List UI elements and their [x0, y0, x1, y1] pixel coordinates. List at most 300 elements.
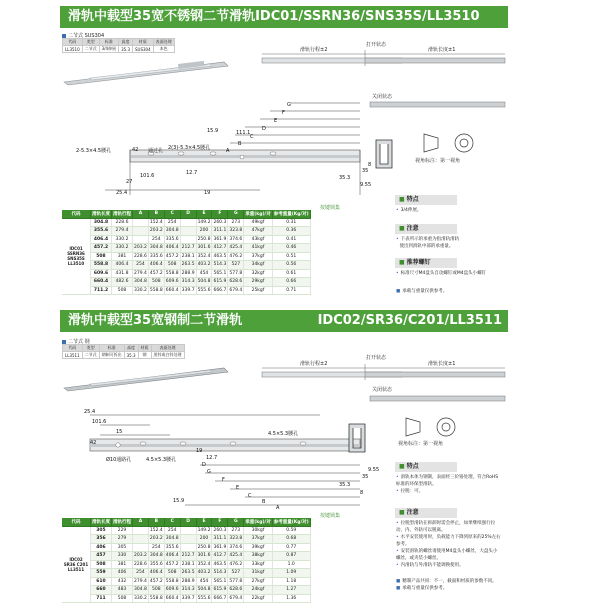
- spec-cell: 35.3: [124, 352, 138, 359]
- load-cell: 25kgf: [244, 286, 272, 295]
- table-cell: 228.6: [134, 253, 147, 259]
- table-cell: 238.1: [181, 253, 195, 259]
- section1-data-table: [62, 210, 311, 295]
- table-cell: 301.6: [197, 553, 211, 559]
- table-cell: 250.8: [197, 236, 211, 242]
- section1-product-photo: [60, 58, 230, 86]
- dim-label: 9.55: [368, 467, 380, 473]
- cone-icon: [406, 418, 420, 436]
- dim-label: 15.9: [173, 498, 185, 504]
- table-header: 滑轨行程: [113, 519, 131, 525]
- table-row: [62, 235, 310, 244]
- table-cell: 301.6: [197, 245, 211, 251]
- table-header: D: [180, 518, 196, 526]
- table-cell: 314.3: [181, 587, 195, 593]
- table-cell: 508: [148, 586, 164, 595]
- list-item: ■ 精制产品共同：不一，截面和材质的参数不同。: [396, 579, 497, 584]
- table-header: A: [133, 518, 149, 526]
- view-angle-label: 视角标注：第一视角: [415, 158, 461, 164]
- dim-label: 8: [360, 490, 364, 496]
- dim-label: A: [226, 148, 230, 154]
- slot-hole: [230, 442, 236, 445]
- cross-section-shape: [349, 424, 365, 452]
- table-row: [62, 569, 310, 578]
- table-cell: 339.7: [181, 287, 195, 293]
- table-header: 滑轨行程: [113, 211, 131, 217]
- table-header: F: [212, 210, 228, 218]
- table-cell: 279: [112, 535, 133, 544]
- slot-hole: [270, 152, 276, 155]
- slot-hole: [178, 152, 184, 155]
- table-cell: 527: [228, 261, 244, 270]
- slot-hole: [210, 152, 216, 155]
- table-cell: [133, 235, 149, 244]
- open-state-label: 打开状态: [366, 42, 387, 48]
- dim-label: 4.5×5.3腰孔: [268, 431, 299, 437]
- table-cell: 0.41: [272, 235, 310, 244]
- table-cell: 1.0: [272, 560, 310, 569]
- table-cell: 457.2: [149, 270, 163, 276]
- table-cell: 288.9: [181, 578, 195, 584]
- dim-label: 8: [368, 162, 372, 168]
- table-cell: 558.8: [165, 578, 179, 584]
- table-cell: 304.8: [134, 279, 147, 285]
- table-cell: 238.1: [181, 561, 195, 567]
- spec-cell: SUS304: [132, 46, 153, 53]
- table-cell: [180, 227, 196, 236]
- section2-state-diagram: [260, 358, 510, 408]
- section1-screws-heading: ■ 推荐螺钉: [395, 258, 457, 268]
- table-cell: 330.2: [134, 595, 147, 601]
- rail-photo-shape: [64, 368, 228, 391]
- table-cell: [180, 526, 196, 535]
- table-header: 参考重量(Kg/对): [273, 519, 309, 525]
- table-cell: 457.2: [165, 253, 179, 259]
- section1-technical-drawing: [70, 94, 393, 200]
- load-cell: 22kgf: [244, 594, 272, 603]
- table-cell: 577.8: [229, 270, 243, 276]
- table-cell: 666.7: [213, 287, 227, 293]
- table-cell: 412.7: [213, 245, 227, 251]
- section2-footnotes: [396, 578, 501, 592]
- spec-cell: 3/4伸展: [99, 46, 118, 53]
- dim-label: E: [274, 118, 278, 124]
- section2-data-table: [62, 518, 311, 603]
- table-cell: 508: [112, 286, 133, 295]
- table-cell: 1.36: [272, 594, 310, 603]
- table-row: [62, 560, 310, 569]
- spec-cell: LL3510: [63, 46, 83, 53]
- table-cell: 311.1: [213, 536, 227, 542]
- dim-label: 15.9: [207, 128, 219, 134]
- spec-header: 材质: [132, 39, 153, 46]
- dim-label: 15: [116, 429, 123, 435]
- load-cell: 41kgf: [244, 244, 272, 253]
- load-cell: 29kgf: [244, 278, 272, 287]
- list-item: • 拉脱型滑轨在拆卸时需会停止，如果继续强行拉动，内、外轨可以脱离。: [396, 521, 496, 533]
- table-cell: 149.2: [197, 219, 211, 225]
- table-cell: 425.4: [229, 553, 243, 559]
- table-cell: 508: [112, 594, 133, 603]
- dim-label: F: [282, 110, 285, 116]
- table-header: 滑轨长度: [92, 211, 110, 217]
- table-cell: 212.7: [181, 245, 195, 251]
- table-cell: 304.8: [149, 245, 163, 251]
- circle-icon: [442, 423, 450, 431]
- table-header: 代码: [62, 518, 91, 526]
- table-cell: 305: [112, 543, 133, 552]
- table-cell: 482.6: [112, 278, 133, 287]
- table-cell: 406.4: [149, 570, 163, 576]
- rail-photo-shape: [64, 61, 228, 85]
- table-cell: 406: [91, 543, 112, 552]
- spec-header: 类型: [82, 39, 99, 46]
- table-cell: 279.4: [112, 227, 133, 236]
- table-cell: 559: [91, 569, 112, 578]
- table-row: [62, 261, 310, 270]
- rail-length-label: 滑轨长度±1: [428, 361, 456, 367]
- table-cell: 152.4: [149, 219, 163, 225]
- table-cell: 457.2: [91, 244, 112, 253]
- spec-cell: 二节式: [82, 352, 99, 359]
- load-cell: 43kgf: [244, 235, 272, 244]
- table-cell: 660.4: [91, 278, 112, 287]
- spec-header: 代码: [63, 345, 83, 352]
- section2-title-banner: [60, 310, 508, 332]
- view-angle-label: 视角标注：第一视角: [398, 441, 444, 447]
- table-cell: 504.8: [197, 279, 211, 285]
- section2-features-list: [396, 474, 501, 495]
- table-cell: 403.2: [197, 262, 211, 268]
- table-cell: 565.1: [213, 270, 227, 276]
- dim-label: 19: [196, 448, 203, 454]
- table-cell: 609.6: [165, 587, 179, 593]
- load-cell: 47kgf: [244, 227, 272, 236]
- table-cell: 330: [112, 552, 133, 561]
- table-cell: 335.6: [165, 236, 179, 242]
- spec-cell: 本色: [153, 46, 174, 53]
- table-cell: 212.7: [181, 553, 195, 559]
- dim-label: Ø10通路孔: [106, 457, 132, 463]
- circle-icon: [437, 418, 455, 436]
- table-header: 滑轨长度: [92, 519, 110, 525]
- table-cell: 558.8: [149, 595, 163, 601]
- table-cell: 228.6: [134, 561, 147, 567]
- load-cell: 24kgf: [244, 586, 272, 595]
- table-cell: 335.6: [149, 253, 163, 259]
- circle-icon: [455, 134, 473, 152]
- load-cell: 32kgf: [244, 269, 272, 278]
- table-cell: 254: [133, 569, 149, 578]
- section1-screws-list: [396, 270, 501, 277]
- rail-travel-label: 滑轨行程±2: [300, 47, 328, 53]
- table-row: [62, 218, 310, 227]
- spec-header: 标准: [99, 39, 118, 46]
- table-cell: 304.8: [149, 553, 163, 559]
- table-cell: 0.56: [272, 261, 310, 270]
- load-cell: 30kgf: [244, 526, 272, 535]
- section1-notes-list: [396, 236, 501, 250]
- square-bullet-icon: [62, 340, 66, 344]
- list-item: • 拉脱：可。: [396, 489, 424, 494]
- dim-label: 9.55: [360, 182, 372, 188]
- table-cell: 406.4: [91, 235, 112, 244]
- table-cell: 660.4: [165, 595, 179, 601]
- section2-title: 滑轨中载型35宽钢制二节滑轨: [68, 313, 243, 328]
- table-cell: 679.4: [229, 287, 243, 293]
- table-caption: 按键锁集: [320, 513, 341, 519]
- table-cell: 356: [91, 535, 112, 544]
- open-rail-outer: [365, 58, 505, 63]
- load-cell: 37kgf: [244, 535, 272, 544]
- table-cell: [133, 543, 149, 552]
- spec-cell: 二节式: [82, 46, 99, 53]
- dim-label: 101.6: [140, 173, 155, 179]
- table-cell: 1.09: [272, 569, 310, 578]
- dim-label: C: [250, 134, 254, 140]
- table-cell: 431.8: [112, 269, 133, 278]
- table-cell: 149.2: [197, 527, 211, 533]
- table-cell: 323.8: [229, 536, 243, 542]
- table-cell: 476.2: [229, 561, 243, 567]
- rail-groove: [90, 444, 360, 447]
- table-cell: 711.2: [91, 286, 112, 295]
- table-cell: 609.6: [165, 279, 179, 285]
- dim-label: 42: [132, 147, 139, 153]
- table-cell: 323.8: [229, 228, 243, 234]
- load-cell: 39kgf: [244, 543, 272, 552]
- table-header: G: [228, 210, 244, 218]
- table-row: [62, 586, 310, 595]
- table-header: 代码: [62, 210, 91, 218]
- table-cell: [133, 526, 149, 535]
- table-cell: 374.6: [229, 544, 243, 550]
- table-cell: 558.8: [149, 287, 163, 293]
- section2-spec-table: [62, 344, 185, 359]
- load-cell: 27kgf: [244, 577, 272, 586]
- dim-label: 101.6: [92, 419, 107, 425]
- table-cell: 254: [148, 543, 164, 552]
- table-cell: [133, 227, 149, 236]
- table-cell: 0.87: [272, 552, 310, 561]
- load-cell: 34kgf: [244, 261, 272, 270]
- table-cell: 355.6: [91, 227, 112, 236]
- table-cell: 260.3: [213, 219, 227, 225]
- spec-header: 表面处理: [151, 345, 184, 352]
- spec-header: 材质: [138, 345, 151, 352]
- dim-label: 111.1: [236, 130, 251, 136]
- table-cell: 203.2: [149, 228, 163, 234]
- table-cell: 555.6: [197, 287, 211, 293]
- rail-length-label: 滑轨长度±1: [428, 47, 456, 53]
- model-code-cell: IDC02 SR36 C201 LL3511: [62, 526, 91, 603]
- cone-icon: [424, 134, 438, 152]
- table-cell: 508: [91, 560, 112, 569]
- table-cell: 504.8: [197, 587, 211, 593]
- table-cell: 304.8: [165, 228, 179, 234]
- table-cell: 1.27: [272, 586, 310, 595]
- table-cell: 615.9: [213, 279, 227, 285]
- table-cell: 263.5: [181, 262, 195, 268]
- dim-label: A: [276, 505, 280, 511]
- spec-header: 表面处理: [153, 39, 174, 46]
- open-state-label: 打开状态: [366, 355, 387, 361]
- table-cell: 305: [91, 526, 112, 535]
- spec-header: 代码: [63, 39, 83, 46]
- table-header: 承重(kg)/对: [245, 211, 271, 217]
- table-header: 承重(kg)/对: [245, 519, 271, 525]
- table-cell: 555.6: [197, 595, 211, 601]
- table-header: C: [164, 210, 180, 218]
- table-cell: 254: [148, 235, 164, 244]
- table-cell: 250.8: [197, 544, 211, 550]
- table-cell: 254: [164, 218, 180, 227]
- dim-label: G: [207, 469, 211, 475]
- table-header: 参考重量(Kg/对): [273, 211, 309, 217]
- table-cell: 254: [164, 526, 180, 535]
- spec-header: 类型: [82, 345, 99, 352]
- table-cell: 577.8: [229, 578, 243, 584]
- load-cell: 37kgf: [244, 252, 272, 261]
- table-cell: 152.4: [149, 527, 163, 533]
- table-cell: 200: [196, 535, 212, 544]
- table-cell: 628.6: [229, 587, 243, 593]
- table-row: [62, 543, 310, 552]
- table-cell: 476.2: [229, 253, 243, 259]
- table-cell: 615.9: [213, 587, 227, 593]
- table-header: G: [228, 518, 244, 526]
- section1-features-list: [396, 207, 501, 214]
- slot-hole: [180, 442, 186, 445]
- load-cell: 38kgf: [244, 552, 272, 561]
- spec-cell: 钢: [138, 352, 151, 359]
- table-cell: 330.2: [134, 287, 147, 293]
- table-cell: 406.4: [165, 553, 179, 559]
- table-header: F: [212, 518, 228, 526]
- table-cell: 406.4: [165, 245, 179, 251]
- table-cell: 304.8: [91, 218, 112, 227]
- list-item: • 标准尺寸M4盘头自攻螺钉或M4盘头小螺钉: [396, 271, 487, 276]
- open-rail-outer: [365, 372, 505, 377]
- spec-cell: 钢制可拆出: [99, 352, 124, 359]
- table-cell: 527: [228, 569, 244, 578]
- table-cell: 660: [91, 586, 112, 595]
- dim-label: 35: [362, 474, 369, 480]
- list-item: ■ 承载与重量仅供参考。: [396, 586, 448, 591]
- table-cell: 381: [112, 252, 133, 261]
- table-header: B: [148, 210, 164, 218]
- dim-label: 42: [90, 440, 97, 446]
- dim-label: 35.3: [339, 175, 351, 181]
- dim-label: 2(3)-5.3×4.5腰孔: [168, 145, 211, 151]
- table-cell: 0.36: [272, 227, 310, 236]
- dim-label: B: [238, 141, 242, 147]
- closed-rail: [370, 102, 505, 107]
- dim-label: 35: [362, 168, 369, 174]
- table-row: [62, 286, 310, 295]
- table-row: [62, 252, 310, 261]
- table-row: [62, 278, 310, 287]
- table-cell: 200: [196, 227, 212, 236]
- rail-groove: [130, 155, 360, 158]
- table-cell: 660.4: [165, 287, 179, 293]
- table-cell: 454: [196, 577, 212, 586]
- table-cell: 0.68: [272, 535, 310, 544]
- table-cell: 352.4: [197, 253, 211, 259]
- dim-label: 4.5×5.3腰孔: [146, 457, 177, 463]
- table-cell: 254: [133, 261, 149, 270]
- table-cell: 483: [112, 586, 133, 595]
- spec-header: 标准: [99, 345, 124, 352]
- table-cell: 0.31: [272, 218, 310, 227]
- table-cell: 330.2: [112, 235, 133, 244]
- table-cell: 273: [228, 526, 244, 535]
- dim-label: 12.7: [206, 455, 218, 461]
- list-item: • 3/4伸展。: [396, 208, 422, 213]
- table-cell: 288.9: [181, 270, 195, 276]
- table-cell: 260.3: [213, 527, 227, 533]
- table-row: [62, 535, 310, 544]
- dim-label: F: [222, 477, 225, 483]
- table-row: [62, 552, 310, 561]
- table-cell: 263.5: [181, 570, 195, 576]
- rail-travel-label: 滑轨行程±2: [300, 361, 328, 367]
- spec-cell: 35.3: [119, 46, 133, 53]
- table-header: E: [196, 210, 212, 218]
- section2-notes-heading: ■ 注意: [395, 508, 457, 518]
- table-header: B: [148, 518, 164, 526]
- table-cell: 508: [148, 278, 164, 287]
- table-cell: 352.4: [197, 561, 211, 567]
- load-cell: 33kgf: [244, 560, 272, 569]
- table-cell: 1.18: [272, 577, 310, 586]
- section1-notes-heading: ■ 注意: [395, 224, 457, 234]
- table-cell: 711: [91, 594, 112, 603]
- section2-view-angle-symbol: [402, 412, 462, 440]
- table-cell: [180, 218, 196, 227]
- model-code-cell: IDC01 SSRN36 SNS35S LL3510: [62, 218, 91, 295]
- section2-features-heading: ■ 特点: [395, 462, 457, 472]
- section1-spec-table: [62, 38, 175, 53]
- section1-cross-section: [372, 138, 400, 172]
- table-cell: 304.8: [134, 587, 147, 593]
- list-item: • 水平安装使用时，负载能力下降到原来的25%左右参考。: [396, 535, 501, 547]
- closed-rail: [370, 396, 505, 401]
- table-cell: 228.6: [112, 218, 133, 227]
- section2-product-photo: [60, 364, 230, 392]
- table-cell: 339.7: [181, 595, 195, 601]
- table-cell: 403.2: [197, 570, 211, 576]
- dim-label: 25.4: [116, 190, 128, 196]
- table-cell: 0.61: [272, 269, 310, 278]
- table-cell: 381: [112, 560, 133, 569]
- table-cell: 610: [91, 577, 112, 586]
- table-row: [62, 244, 310, 253]
- table-cell: 508: [164, 261, 180, 270]
- dim-label: E: [236, 485, 240, 491]
- section2-cross-section: [345, 422, 373, 456]
- section1-title-banner: [60, 6, 508, 28]
- table-row: [62, 577, 310, 586]
- dim-label: C: [248, 493, 252, 499]
- table-cell: 374.6: [229, 236, 243, 242]
- table-cell: 311.1: [213, 228, 227, 234]
- table-cell: [180, 235, 196, 244]
- table-cell: 514.3: [213, 570, 227, 576]
- table-cell: 463.5: [213, 561, 227, 567]
- section2-material-label: 二节式 钢: [62, 338, 90, 345]
- table-cell: 457.2: [165, 561, 179, 567]
